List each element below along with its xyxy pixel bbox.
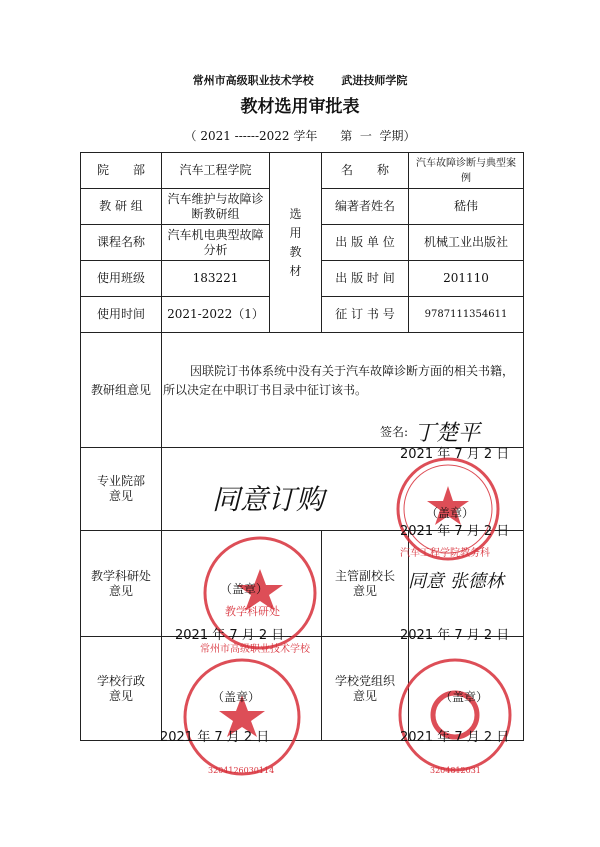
seal-number-1: 3204126030114 <box>208 766 275 775</box>
academic-opinion-line2: 意见 <box>108 583 133 598</box>
label-college: 院 部 <box>81 153 162 189</box>
selected-book-text: 选用教材 <box>289 206 302 278</box>
school-name-2: 武进技师学院 <box>341 74 408 87</box>
section-signature: 丁楚平 <box>414 421 481 446</box>
label-admin-opinion <box>81 637 162 741</box>
dept-seal-text: 汽车工程学院教务科 <box>400 548 490 559</box>
label-college-opinion <box>81 448 162 531</box>
label-section-opinion: 教研组意见 <box>81 333 162 448</box>
label-class: 使用班级 <box>81 261 162 297</box>
admin-seal-label: （盖章） <box>212 690 261 704</box>
value-isbn: 9787111354611 <box>409 297 524 333</box>
admin-opinion-line2: 意见 <box>108 688 133 703</box>
label-time: 使用时间 <box>81 297 162 333</box>
academic-opinion-line1: 教学科研处 <box>90 568 151 583</box>
term-line: （ 2021 ------2022 学年 第 一 学期） <box>184 129 416 143</box>
opinion-text-2: 所以决定在中职订书目录中征订该书。 <box>163 383 368 397</box>
party-seal <box>395 655 515 775</box>
value-book-name: 汽车故障诊断与典型案例 <box>409 153 524 189</box>
label-course: 课程名称 <box>81 225 162 261</box>
admin-date: 2021 年 7 月 2 日 <box>160 730 270 745</box>
seal-number-2: 3204812031 <box>430 766 481 775</box>
college-seal-label: （盖章） <box>426 506 475 520</box>
label-selected-book <box>270 153 322 333</box>
label-book-name: 名 称 <box>322 153 409 189</box>
vp-opinion-line2: 意见 <box>352 583 377 598</box>
label-academic-opinion <box>81 531 162 637</box>
school-seal-text: 常州市高级职业技术学校 <box>200 644 310 655</box>
party-opinion-line1: 学校党组织 <box>334 673 395 688</box>
value-author: 嵇伟 <box>409 189 524 225</box>
value-course: 汽车机电典型故障分析 <box>162 225 270 261</box>
school-seal <box>180 655 305 780</box>
vp-date: 2021 年 7 月 2 日 <box>400 628 510 643</box>
college-date: 2021 年 7 月 2 日 <box>400 524 510 539</box>
section-date: 2021 年 7 月 2 日 <box>400 447 510 462</box>
vp-opinion-line1: 主管副校长 <box>334 568 395 583</box>
admin-opinion-line1: 学校行政 <box>96 673 145 688</box>
college-opinion-line2: 意见 <box>108 489 133 503</box>
page-title: 教材选用审批表 <box>240 97 360 117</box>
value-college: 汽车工程学院 <box>162 153 270 189</box>
academic-date: 2021 年 7 月 2 日 <box>175 628 285 643</box>
sign-label: 签名: <box>380 425 409 439</box>
college-note: 同意订购 <box>212 483 325 516</box>
value-class: 183221 <box>162 261 270 297</box>
academic-seal-text: 教学科研处 <box>225 605 280 618</box>
label-pub-date: 出 版 时 间 <box>322 261 409 297</box>
school-names <box>0 72 600 88</box>
school-name-1: 常州市高级职业技术学校 <box>192 74 314 87</box>
party-opinion-line2: 意见 <box>352 688 377 703</box>
label-section: 教 研 组 <box>81 189 162 225</box>
college-opinion-line1: 专业院部 <box>96 474 145 488</box>
party-date: 2021 年 7 月 2 日 <box>400 730 510 745</box>
label-isbn: 征 订 书 号 <box>322 297 409 333</box>
value-pub-date: 201110 <box>409 261 524 297</box>
academic-seal-label: （盖章） <box>220 582 269 596</box>
opinion-text-1: 因联院订书体系统中没有关于汽车故障诊断方面的相关书籍， <box>190 364 515 378</box>
label-publisher: 出 版 单 位 <box>322 225 409 261</box>
value-publisher: 机械工业出版社 <box>409 225 524 261</box>
vp-signature: 同意 张德林 <box>408 571 504 592</box>
value-time: 2021-2022（1） <box>162 297 270 333</box>
value-section: 汽车维护与故障诊断教研组 <box>162 189 270 225</box>
party-seal-label: （盖章） <box>440 690 489 704</box>
label-author: 编著者姓名 <box>322 189 409 225</box>
